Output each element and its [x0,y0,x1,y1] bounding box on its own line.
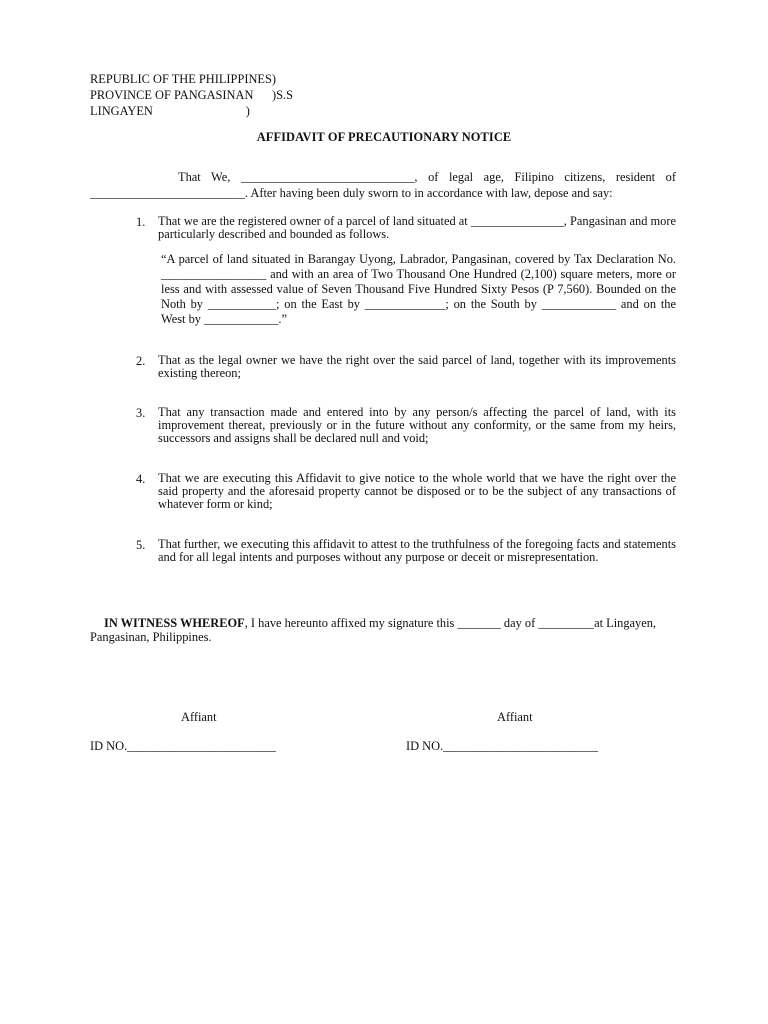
item-number: 2. [136,354,146,368]
affiant-label-right: Affiant [497,710,533,724]
item-number: 4. [136,472,146,486]
item-text: That further, we executing this affidavit to attest to the truthfulness of the foregoing facts and statements and for all legal intents and purposes without any purpose or deceit or misrepresentation. [158,537,676,565]
item-number: 3. [136,406,146,420]
document-title: AFFIDAVIT OF PRECAUTIONARY NOTICE [256,130,512,144]
affiant-label-left: Affiant [181,710,217,724]
witness-heading: IN WITNESS WHEREOF [104,616,245,630]
item-text: That any transaction made and entered into by any person/s affecting the parcel of land, with its improvement thereat, previously or in the future without any conformity, or the same from my heirs, successors and assigns shall be declared null and void; [158,405,676,446]
item-text: That as the legal owner we have the right over the said parcel of land, together with its improvements existing thereon; [158,353,676,381]
witness-text: , I have hereunto affixed my signature this _______ day of _________at Lingayen, Pangasinan, Philippines. [90,616,657,644]
item-number: 5. [136,538,146,552]
intro-paragraph [90,169,676,201]
intro-text: That We, ____________________________, of legal age, Filipino citizens, resident of _________________________. After having been duly sworn to in accordance with law, depose and say: [90,170,676,200]
witness-paragraph [90,616,676,644]
land-description-quote: “A parcel of land situated in Barangay Uyong, Labrador, Pangasinan, covered by Tax Declaration No. _________________ and with an area of Two Thousand One Hundred (2,100) square meters, more or less and with assessed value of Seven Thousand Five Hundred Sixty Pesos (P 7,560). Bounded on the Noth by ___________; on the East by _____________; on the South by ____________ and on the West by ____________.” [161,252,676,326]
header-province: PROVINCE OF PANGASINAN )S.S [90,88,293,102]
header-republic: REPUBLIC OF THE PHILIPPINES) [90,72,276,86]
item-text: That we are the registered owner of a parcel of land situated at _______________, Pangasinan and more particularly described and bounded as follows. [158,214,676,242]
item-number: 1. [136,215,146,229]
item-text: That we are executing this Affidavit to give notice to the whole world that we have the right over the said property and the aforesaid property cannot be disposed or to be the subject of any transactions of whatever form or kind; [158,471,676,512]
id-number-right: ID NO._________________________ [406,739,599,753]
id-number-left: ID NO.________________________ [90,739,276,753]
header-municipality: LINGAYEN ) [90,104,250,118]
